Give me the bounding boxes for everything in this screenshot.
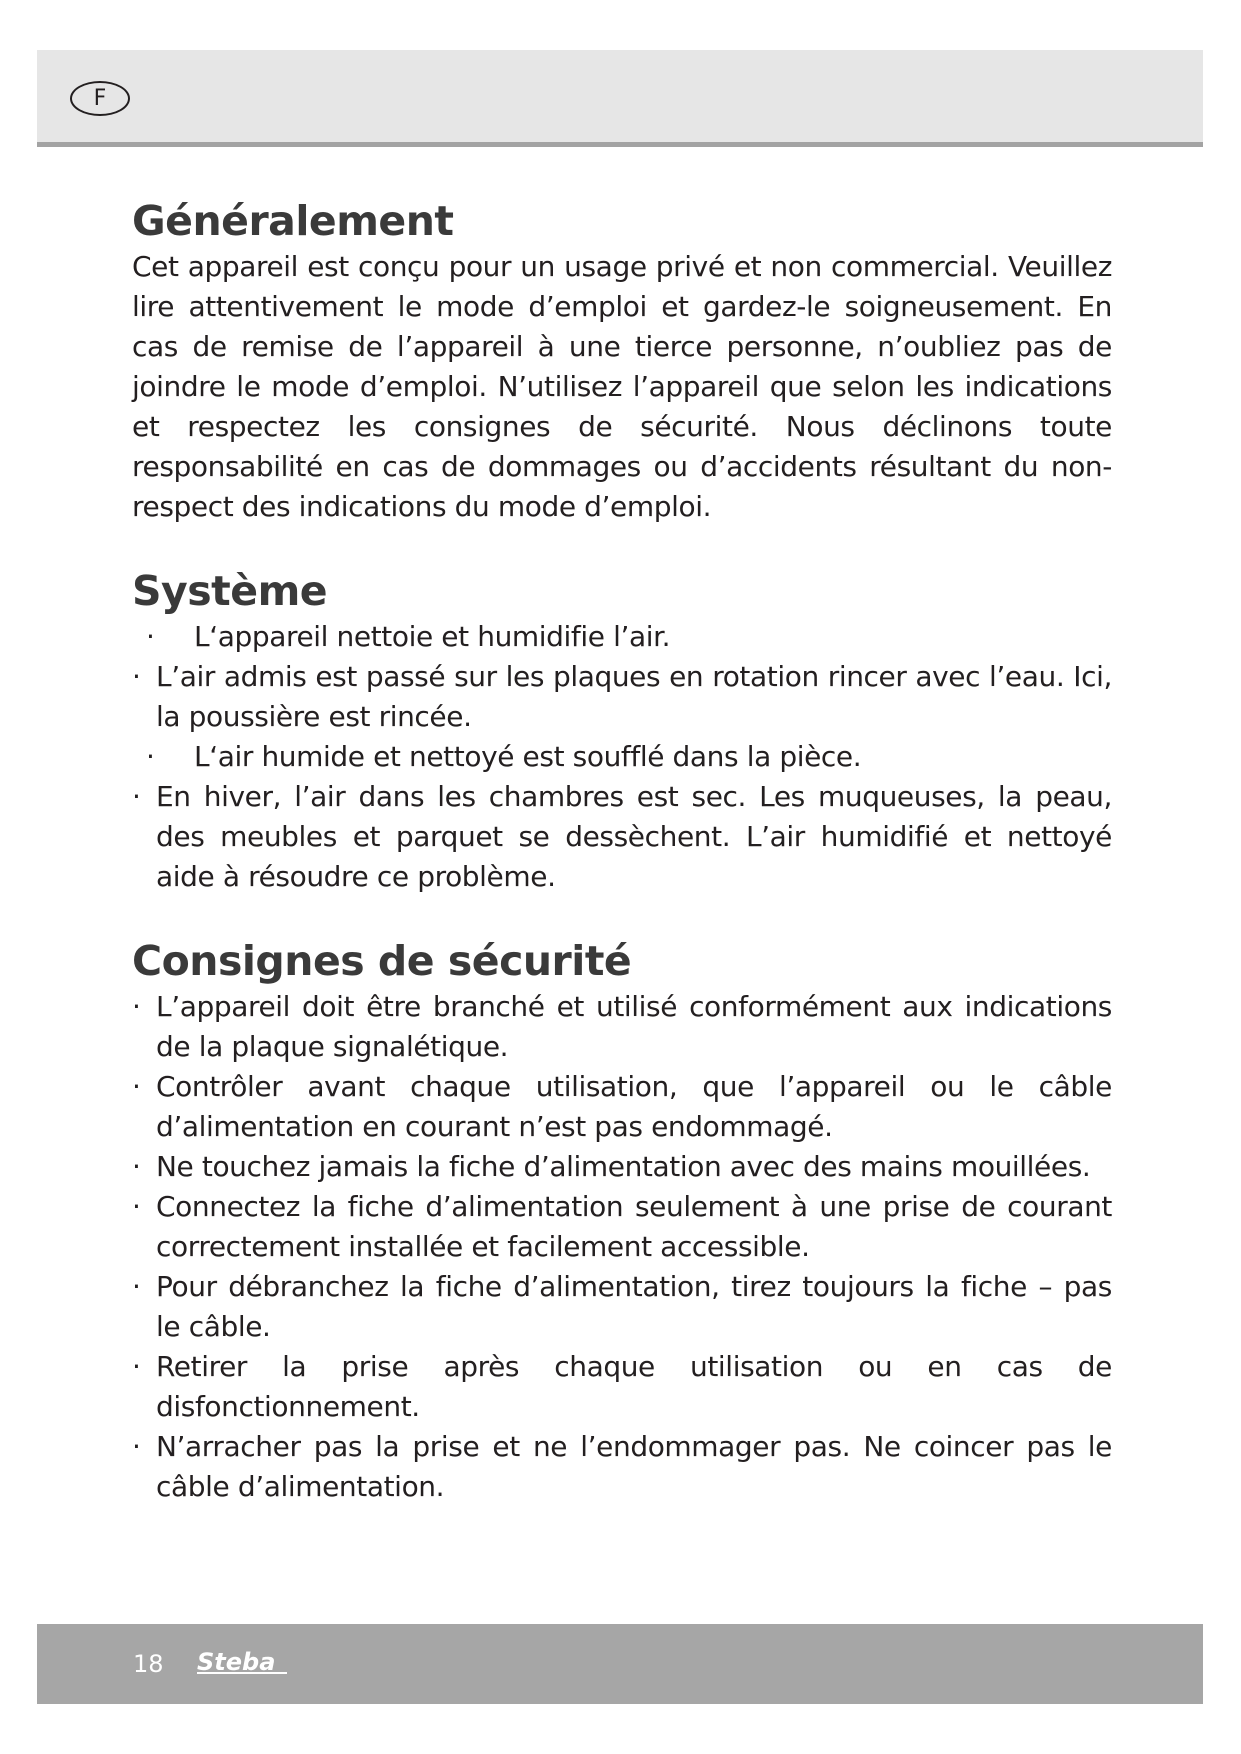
bullet-list (132, 987, 1112, 1507)
list-item: · Pour débranchez la fiche d’alimentation, tirez toujours la fiche – pas le câble. (132, 1267, 1112, 1347)
section-safety (132, 935, 1112, 1507)
language-badge: F (70, 81, 130, 116)
bullet-icon: · (146, 620, 155, 653)
bullet-icon: · (132, 1350, 141, 1383)
list-item: · En hiver, l’air dans les chambres est sec. Les muqueuses, la peau, des meubles et parquet se dessèchent. L’air humidifié et nettoyé aide à résoudre ce problème. (132, 777, 1112, 897)
page-header (37, 50, 1203, 147)
bullet-icon: · (132, 1270, 141, 1303)
list-item: · Connectez la fiche d’alimentation seulement à une prise de courant correctement installée et facilement accessible. (132, 1187, 1112, 1267)
page-footer (37, 1624, 1203, 1704)
bullet-icon: · (132, 660, 141, 693)
section-title: Système (132, 567, 328, 615)
bullet-icon: · (132, 1150, 141, 1183)
list-item: · Contrôler avant chaque utilisation, que l’appareil ou le câble d’alimentation en courant n’est pas endommagé. (132, 1067, 1112, 1147)
bullet-icon: · (132, 1190, 141, 1223)
section-general (132, 195, 1112, 527)
list-item: · L‘appareil nettoie et humidifie l’air. (132, 617, 1112, 657)
list-item: · L‘air humide et nettoyé est soufflé dans la pièce. (132, 737, 1112, 777)
bullet-icon: · (132, 990, 141, 1023)
list-item: · L’air admis est passé sur les plaques en rotation rincer avec l’eau. Ici, la poussière est rincée. (132, 657, 1112, 737)
bullet-icon: · (132, 780, 141, 813)
list-item: · Retirer la prise après chaque utilisation ou en cas de disfonctionnement. (132, 1347, 1112, 1427)
section-paragraph: Cet appareil est conçu pour un usage privé et non commercial. Veuillez lire attentivement le mode d’emploi et gardez-le soigneusement. En cas de remise de l’appareil à une tierce personne, n’oubliez pas de joindre le mode d’emploi. N’utilisez l’appareil que selon les indications et respectez les consignes de sécurité. Nous déclinons toute responsabilité en cas de dommages ou d’accidents résultant du non-respect des indications du mode d’emploi. (132, 250, 1112, 523)
bullet-list (132, 617, 1112, 897)
steba-logo (195, 1644, 305, 1684)
page-content (132, 195, 1112, 1545)
list-item: · N’arracher pas la prise et ne l’endommager pas. Ne coincer pas le câble d’alimentation. (132, 1427, 1112, 1507)
section-title: Généralement (132, 197, 454, 245)
page-number: 18 (133, 1650, 164, 1678)
list-item: · L’appareil doit être branché et utilisé conformément aux indications de la plaque signalétique. (132, 987, 1112, 1067)
bullet-icon: · (146, 740, 155, 773)
bullet-icon: · (132, 1430, 141, 1463)
bullet-icon: · (132, 1070, 141, 1103)
section-system (132, 565, 1112, 897)
section-title: Consignes de sécurité (132, 937, 632, 985)
list-item: · Ne touchez jamais la fiche d’alimentation avec des mains mouillées. (132, 1147, 1112, 1187)
svg-text:Steba: Steba (197, 1648, 276, 1676)
